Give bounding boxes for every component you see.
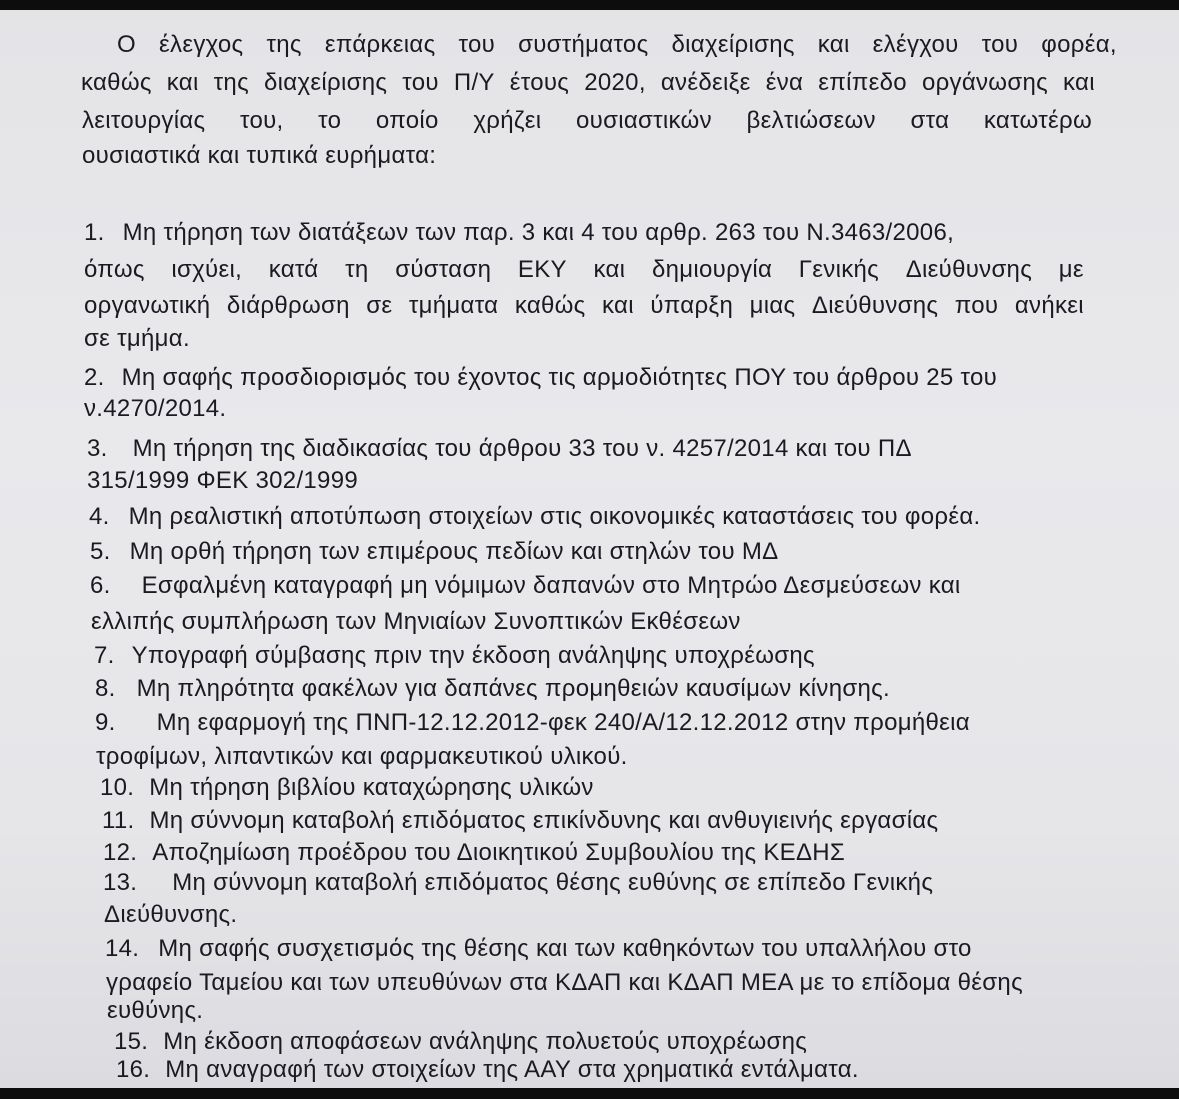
- finding-14-line-3: ευθύνης.: [107, 997, 204, 1024]
- finding-6-line-1: [90, 571, 961, 601]
- finding-16-line-1: [116, 1055, 859, 1085]
- finding-number: 6.: [90, 572, 111, 599]
- finding-13-line-1: [103, 868, 933, 898]
- finding-number: 14.: [105, 935, 140, 962]
- finding-number: 8.: [95, 675, 116, 702]
- finding-1-line-4: σε τμήμα.: [84, 325, 190, 352]
- intro-line-2: καθώς και της διαχείρισης του Π/Υ έτους 2020, ανέδειξε ένα επίπεδο οργάνωσης και: [81, 69, 1095, 96]
- finding-text: Μη τήρηση της διαδικασίας του άρθρου 33 του ν. 4257/2014 και του ΠΔ: [132, 435, 912, 462]
- finding-8-line-1: [95, 674, 890, 704]
- finding-9-line-1: [95, 708, 970, 738]
- finding-10-line-1: [100, 773, 594, 803]
- finding-9-line-2: τροφίμων, λιπαντικών και φαρμακευτικού υλικού.: [96, 743, 628, 770]
- finding-number: 16.: [116, 1056, 151, 1083]
- finding-number: 9.: [95, 709, 116, 736]
- finding-number: 5.: [90, 538, 111, 565]
- finding-text: Μη αναγραφή των στοιχείων της ΑΑΥ στα χρηματικά εντάλματα.: [165, 1056, 859, 1083]
- finding-text: Μη ρεαλιστική αποτύπωση στοιχείων στις οικονομικές καταστάσεις του φορέα.: [128, 503, 981, 530]
- finding-text: Μη σύννομη καταβολή επιδόματος θέσης ευθύνης σε επίπεδο Γενικής: [172, 869, 934, 896]
- finding-4-line-1: [89, 502, 981, 532]
- finding-3-line-1: [87, 434, 912, 464]
- finding-text: Μη τήρηση των διατάξεων των παρ. 3 και 4 του αρθρ. 263 του Ν.3463/2006,: [122, 219, 955, 246]
- finding-5-line-1: [90, 537, 778, 567]
- finding-text: Μη έκδοση αποφάσεων ανάληψης πολυετούς υποχρέωσης: [163, 1028, 808, 1055]
- finding-number: 12.: [103, 839, 138, 866]
- finding-6-line-2: ελλιπής συμπλήρωση των Μηνιαίων Συνοπτικών Εκθέσεων: [91, 608, 741, 635]
- finding-text: Μη τήρηση βιβλίου καταχώρησης υλικών: [149, 774, 594, 801]
- finding-number: 1.: [84, 219, 105, 246]
- finding-3-line-2: 315/1999 ΦΕΚ 302/1999: [87, 467, 359, 494]
- finding-1-line-3: οργανωτική διάρθρωση σε τμήματα καθώς και ύπαρξη μιας Διεύθυνσης που ανήκει: [84, 292, 1084, 319]
- finding-14-line-1: [105, 934, 972, 964]
- finding-number: 4.: [89, 503, 110, 530]
- finding-number: 2.: [84, 364, 105, 391]
- finding-number: 10.: [100, 774, 135, 801]
- finding-text: Μη σύννομη καταβολή επιδόματος επικίνδυνης και ανθυγιεινής εργασίας: [149, 807, 939, 834]
- finding-text: Αποζημίωση προέδρου του Διοικητικού Συμβουλίου της ΚΕΔΗΣ: [152, 839, 846, 866]
- finding-2-line-1: [84, 363, 997, 393]
- intro-line-3: λειτουργίας του, το οποίο χρήζει ουσιαστικών βελτιώσεων στα κατωτέρω: [82, 107, 1092, 134]
- finding-number: 13.: [103, 869, 138, 896]
- finding-1-line-2: όπως ισχύει, κατά τη σύσταση ΕΚΥ και δημιουργία Γενικής Διεύθυνσης με: [84, 256, 1084, 283]
- intro-line-4: ουσιαστικά και τυπικά ευρήματα:: [82, 142, 437, 169]
- finding-text: Μη εφαρμογή της ΠΝΠ-12.12.2012-φεκ 240/Α/12.12.2012 στην προμήθεια: [156, 709, 970, 736]
- finding-text: Μη σαφής προσδιορισμός του έχοντος τις αρμοδιότητες ΠΟΥ του άρθρου 25 του: [121, 364, 998, 391]
- finding-number: 15.: [114, 1028, 149, 1055]
- document-page: [0, 10, 1179, 1088]
- finding-15-line-1: [114, 1027, 807, 1057]
- finding-11-line-1: [102, 806, 938, 836]
- bottom-edge: [0, 1088, 1179, 1099]
- finding-text: Εσφαλμένη καταγραφή μη νόμιμων δαπανών στο Μητρώο Δεσμεύσεων και: [141, 572, 961, 599]
- finding-7-line-1: [94, 641, 815, 671]
- finding-12-line-1: [103, 838, 845, 868]
- finding-13-line-2: Διεύθυνσης.: [104, 901, 238, 928]
- finding-number: 3.: [87, 435, 108, 462]
- intro-line-1: Ο έλεγχος της επάρκειας του συστήματος διαχείρισης και ελέγχου του φορέα,: [117, 31, 1117, 58]
- finding-text: Μη σαφής συσχετισμός της θέσης και των καθηκόντων του υπαλλήλου στο: [158, 935, 972, 962]
- finding-2-line-2: ν.4270/2014.: [84, 395, 227, 422]
- finding-number: 11.: [102, 807, 135, 834]
- finding-text: Μη πληρότητα φακέλων για δαπάνες προμηθειών καυσίμων κίνησης.: [136, 675, 890, 702]
- finding-number: 7.: [94, 642, 115, 669]
- finding-text: Μη ορθή τήρηση των επιμέρους πεδίων και στηλών του ΜΔ: [129, 538, 779, 565]
- finding-text: Υπογραφή σύμβασης πριν την έκδοση ανάληψης υποχρέωσης: [131, 642, 815, 669]
- finding-14-line-2: γραφείο Ταμείου και των υπευθύνων στα ΚΔΑΠ και ΚΔΑΠ ΜΕΑ με το επίδομα θέσης: [106, 969, 1023, 996]
- finding-1-line-1: [84, 218, 1084, 248]
